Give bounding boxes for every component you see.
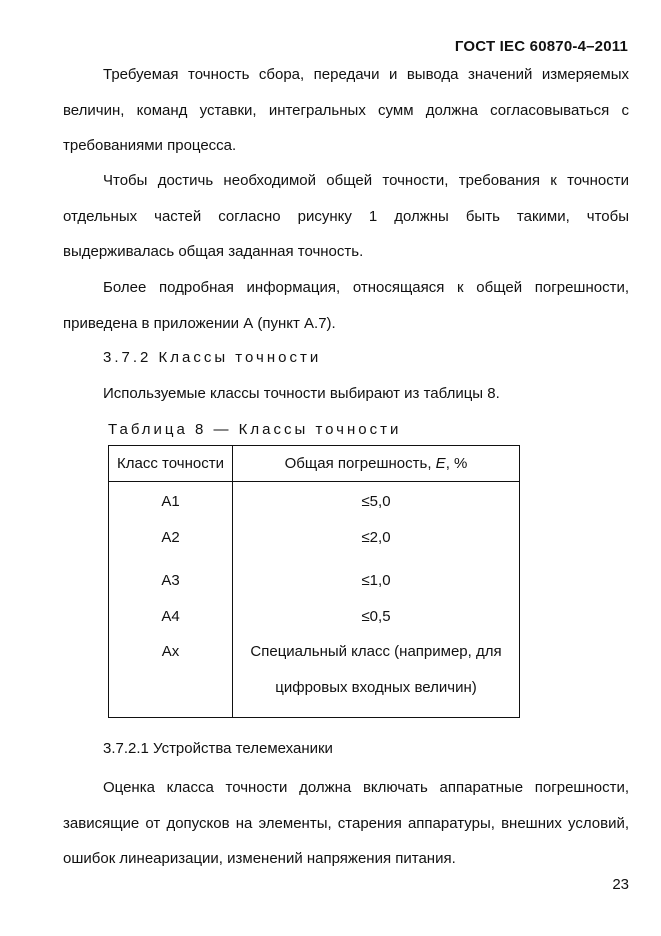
table-caption: Таблица 8 — Классы точности	[108, 421, 402, 438]
column-header-error: Общая погрешность, E, %	[233, 446, 520, 482]
page-number: 23	[612, 876, 629, 893]
table-row	[109, 482, 520, 520]
paragraph-appendix-reference: Более подробная информация, относящаяся к общей погрешности, приведена в приложении А (пункт А.7).	[63, 279, 629, 332]
error-cell: ≤0,5	[233, 599, 520, 635]
table-row	[109, 634, 520, 718]
table-header-row	[109, 446, 520, 482]
class-cell: А1	[109, 482, 233, 520]
document-code-header: ГОСТ IEC 60870-4–2011	[454, 38, 628, 55]
table-row	[109, 555, 520, 599]
paragraph-overall-accuracy: Чтобы достичь необходимой общей точности, требования к точности отдельных частей согласно рисунку 1 должны быть такими, чтобы выдерживалась общая заданная точность.	[63, 172, 629, 260]
table-row	[109, 599, 520, 635]
column-header-class: Класс точности	[109, 446, 233, 482]
paragraph-table-intro: Используемые классы точности выбирают из таблицы 8.	[103, 385, 500, 402]
accuracy-classes-table	[108, 445, 520, 718]
class-cell: А3	[109, 555, 233, 599]
error-cell: ≤5,0	[233, 482, 520, 520]
subsection-heading-telemechanics: 3.7.2.1 Устройства телемеханики	[103, 740, 333, 757]
paragraph-process-accuracy: Требуемая точность сбора, передачи и вывода значений измеряемых величин, команд уставки, интегральных сумм должна согласовываться с требованиями процесса.	[63, 66, 629, 154]
class-cell: Ах	[109, 634, 233, 718]
table-row	[109, 520, 520, 556]
error-cell: Специальный класс (например, для цифровых входных величин)	[233, 634, 520, 718]
class-cell: А4	[109, 599, 233, 635]
error-cell: ≤2,0	[233, 520, 520, 556]
section-heading-accuracy-classes: 3.7.2 Классы точности	[103, 349, 322, 366]
paragraph-class-evaluation: Оценка класса точности должна включать аппаратные погрешности, зависящие от допусков на элементы, старения аппаратуры, внешних условий, ошибок линеаризации, изменений напряжения питания.	[63, 779, 629, 867]
error-cell: ≤1,0	[233, 555, 520, 599]
class-cell: А2	[109, 520, 233, 556]
